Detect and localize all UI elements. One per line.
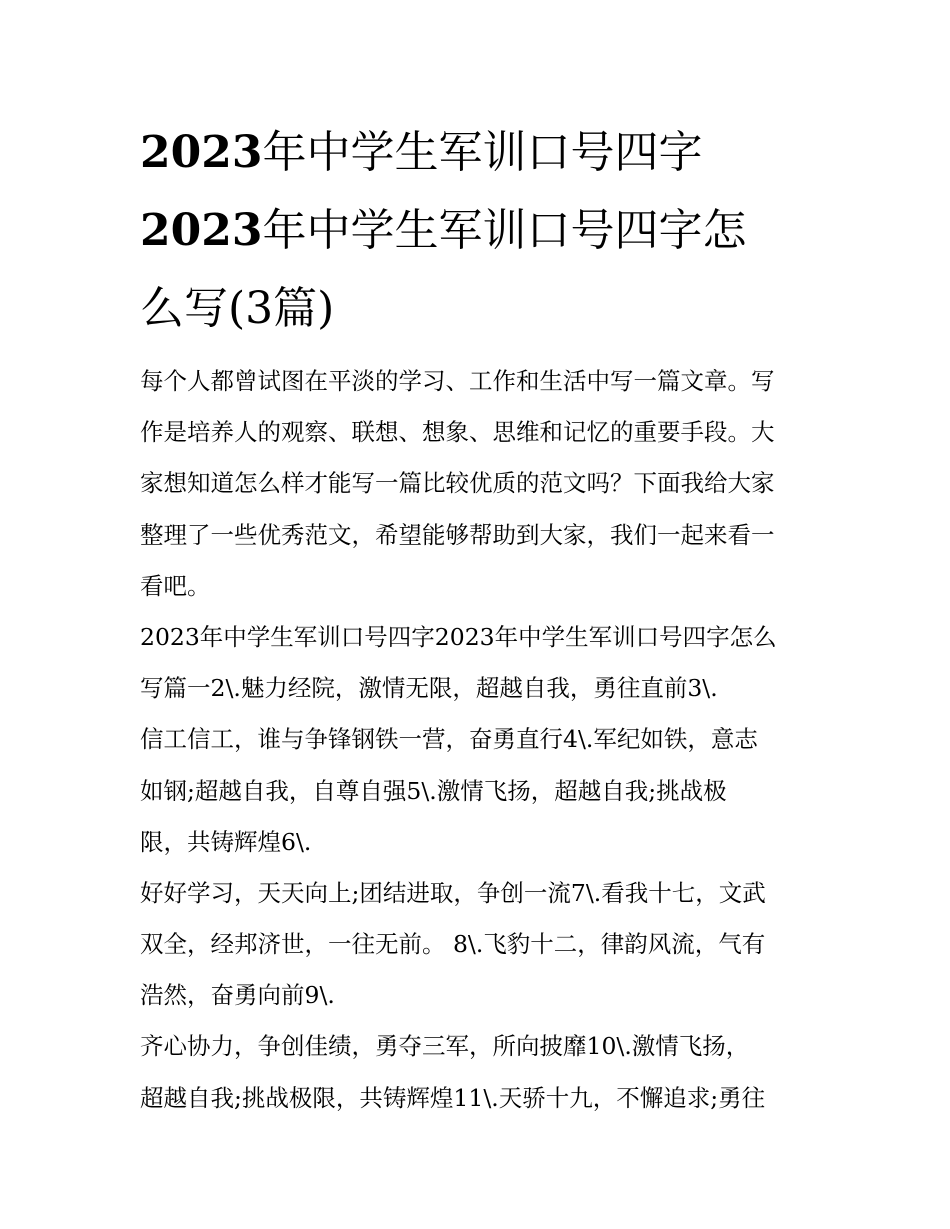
body-line: 2023年中学生军训口号四字2023年中学生军训口号四字怎么 [140, 622, 777, 651]
body-line: 写篇一2\.魅力经院，激情无限，超越自我，勇往直前3\. [140, 674, 718, 703]
body-line: 浩然，奋勇向前9\. [140, 981, 335, 1010]
body-line: 家想知道怎么样才能写一篇比较优质的范文吗？下面我给大家 [140, 469, 775, 498]
body-line: 信工信工，谁与争锋钢铁一营，奋勇直行4\.军纪如铁，意志 [140, 725, 758, 754]
document-title [140, 114, 840, 348]
body-line: 双全，经邦济世，一往无前。 8\.飞豹十二，律韵风流，气有 [140, 930, 766, 959]
body-line: 作是培养人的观察、联想、想象、思维和记忆的重要手段。大 [140, 418, 775, 447]
body-line: 限，共铸辉煌6\. [140, 827, 312, 856]
body-line: 看吧。 [140, 571, 211, 600]
title-line-2: 2023年中学生军训口号四字怎 [140, 205, 747, 256]
body-line: 好好学习，天天向上;团结进取，争创一流7\.看我十七，文武 [140, 878, 766, 907]
document-body [140, 356, 820, 1124]
body-line: 齐心协力，争创佳绩，勇夺三军，所向披靡10\.激情飞扬， [140, 1032, 750, 1061]
title-line-1: 2023年中学生军训口号四字 [140, 127, 703, 178]
title-line-3: 么写(3篇) [140, 283, 335, 334]
body-line: 每个人都曾试图在平淡的学习、工作和生活中写一篇文章。写 [140, 367, 775, 395]
body-line: 如钢;超越自我，自尊自强5\.激情飞扬，超越自我;挑战极 [140, 776, 727, 805]
body-line: 整理了一些优秀范文，希望能够帮助到大家，我们一起来看一 [140, 520, 775, 549]
body-line: 超越自我;挑战极限，共铸辉煌11\.天骄十九，不懈追求;勇往 [140, 1083, 766, 1112]
